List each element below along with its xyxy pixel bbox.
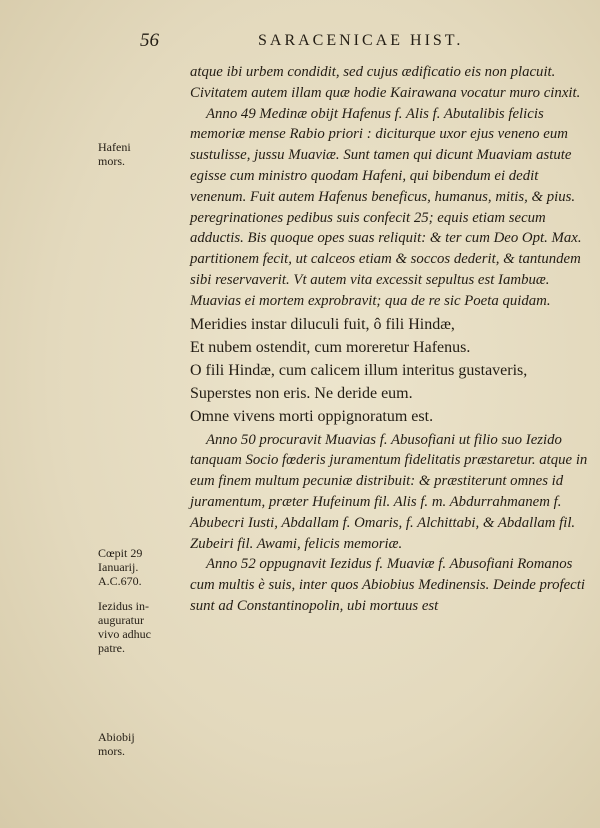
poem-line: Omne vivens morti oppignoratum est. (190, 407, 434, 425)
poem (190, 313, 588, 428)
page-header (140, 28, 580, 56)
margin-note-date: Cœpit 29 Ianuarij. A.C.670. (98, 546, 143, 588)
paragraph-anno-50: Anno 50 procuravit Muavias f. Abusofiani ut filio suo Iezido tanquam Socio fœderis juramentum fidelitatis præstaretur. atque in eum finem multum pecuniæ distribuit: & præstiterunt omnes id juramentum, præter Hufeinum fil. Alis f. m. Abdurrahmanem f. Abubecri Iusti, Abdallam f. Omaris, f. Alchittabi, & Abdallam fil. Zubeiri fil. Awami, felicis memoriæ. (190, 431, 588, 552)
paragraph-anno-49: Anno 49 Medinæ obijt Hafenus f. Alis f. Abutalibis felicis memoriæ mense Rabio priori : diciturque uxor ejus veneno eum sustulisse, jussu Muaviæ. Sunt tamen qui dicunt Muaviam astute egisse cum ministro quodam Hafeni, qui bibendum ei dedit venenum. Fuit autem Hafenus beneficus, humanus, mitis, & pius. peregrinationes pedibus suis confecit 25; equis etiam secum adductis. Bis quoque opes suas reliquit: & ter cum Deo Opt. Max. partitionem fecit, ut calceos etiam & soccos dederit, & tantundem sibi reservaverit. Vt autem vita excessit sepultus est Iambuæ. Muavias ei mortem exprobravit; qua de re sic Poeta quidam. (190, 105, 582, 309)
paragraph-anno-52: Anno 52 oppugnavit Iezidus f. Muaviæ f. Abusofiani Romanos cum multis è suis, inter quos Abiobius Medinensis. Deinde profecti sunt ad Constantinopolin, ubi mortuus est (190, 556, 585, 614)
poem-line: O fili Hindæ, cum calicem illum interitus gustaveris, (190, 361, 528, 379)
main-text (190, 62, 588, 617)
poem-line: Superstes non eris. Ne deride eum. (190, 384, 413, 402)
poem-line: Et nubem ostendit, cum moreretur Hafenus. (190, 338, 471, 356)
page-number: 56 (140, 30, 159, 51)
margin-note-hafeni: Hafeni mors. (98, 140, 131, 168)
margin-note-abiobij: Abiobij mors. (98, 730, 135, 758)
paragraph-continued: atque ibi urbem condidit, sed cujus ædificatio eis non placuit. Civitatem autem illam quæ hodie Kairawana vocatur muro cinxit. (190, 64, 581, 101)
running-title: SARACENICAE HIST. (258, 32, 464, 49)
margin-note-iezidus: Iezidus in- auguratur vivo adhuc patre. (98, 599, 151, 655)
poem-line: Meridies instar diluculi fuit, ô fili Hindæ, (190, 315, 455, 333)
